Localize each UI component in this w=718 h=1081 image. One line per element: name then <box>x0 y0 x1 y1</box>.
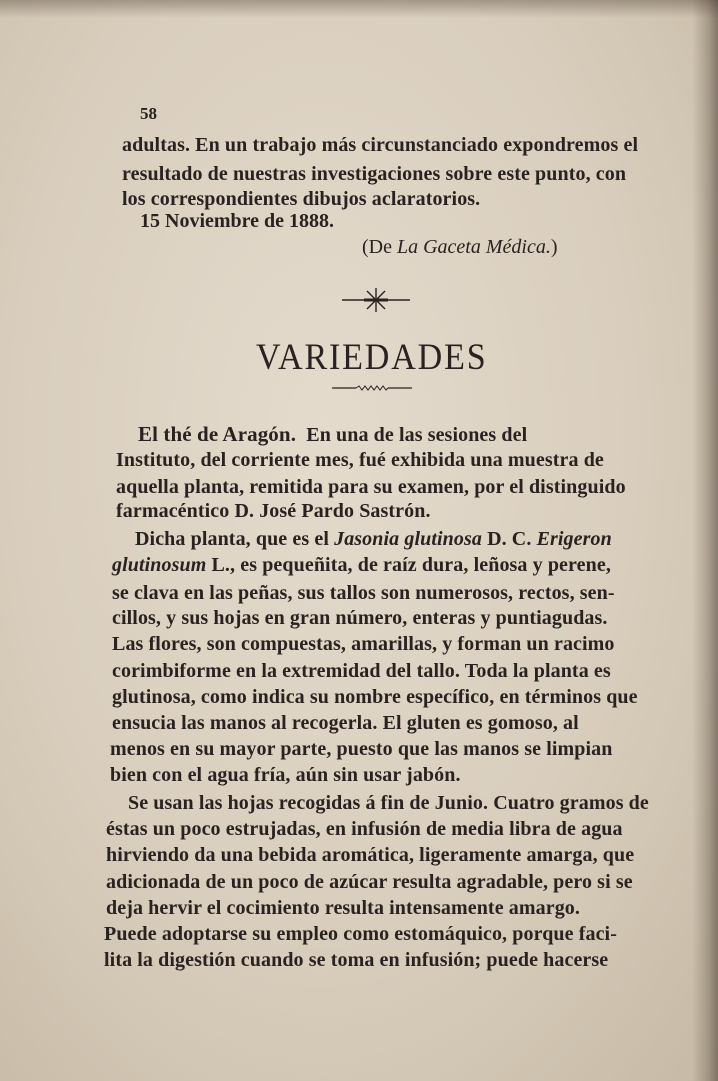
continuation-line: los correspondientes dibujos aclaratorios. <box>122 188 481 210</box>
text-line: farmacéntico D. José Pardo Sastrón. <box>116 500 431 522</box>
text-line: se clava en las peñas, sus tallos son numerosos, rectos, sen- <box>112 582 615 604</box>
text-line: deja hervir el cocimiento resulta intensamente amargo. <box>106 897 581 919</box>
text-line: Se usan las hojas recogidas á fin de Junio. Cuatro gramos de <box>128 792 649 814</box>
continuation-line: adultas. En un trabajo más circunstanciado expondremos el <box>122 134 639 156</box>
text-line: glutinosa, como indica su nombre específico, en términos que <box>112 686 638 708</box>
title-underline-rule <box>332 384 412 392</box>
text-line: cillos, y sus hojas en gran número, enteras y puntiagudas. <box>112 607 608 629</box>
continuation-line: resultado de nuestras investigaciones sobre este punto, con <box>122 163 627 185</box>
date-line: 15 Noviembre de 1888. <box>140 210 335 232</box>
text-line: glutinosum L., es pequeñita, de raíz dura, leñosa y perene, <box>112 554 611 576</box>
source-citation: (De La Gaceta Médica.) <box>362 236 558 258</box>
text-line: menos en su mayor parte, puesto que las manos se limpian <box>110 738 613 760</box>
text-line: Instituto, del corriente mes, fué exhibida una muestra de <box>116 449 604 471</box>
star-ornament-icon <box>342 286 410 314</box>
article-title: El thé de Aragón. <box>138 422 297 446</box>
article-first-line: El thé de Aragón. En una de las sesiones del <box>138 422 528 446</box>
page-edge-shadow <box>692 0 718 1081</box>
text-line: Las flores, son compuestas, amarillas, y forman un racimo <box>112 633 615 655</box>
text-line: bien con el agua fría, aún sin usar jabón. <box>110 764 461 786</box>
section-title: VARIEDADES <box>256 337 488 378</box>
text-line: aquella planta, remitida para su examen, por el distinguido <box>116 476 626 498</box>
text-line: adicionada de un poco de azúcar resulta agradable, pero si se <box>106 871 633 893</box>
text-line: lita la digestión cuando se toma en infusión; puede hacerse <box>104 949 609 971</box>
page-number: 58 <box>140 104 157 123</box>
page-top-shadow <box>0 0 718 18</box>
text-line: éstas un poco estrujadas, en infusión de media libra de agua <box>106 818 623 840</box>
text-line: hirviendo da una bebida aromática, ligeramente amarga, que <box>106 844 635 866</box>
text-line: Puede adoptarse su empleo como estomáquico, porque faci- <box>104 923 617 945</box>
text-line: Dicha planta, que es el Jasonia glutinosa D. C. Erigeron <box>135 528 612 550</box>
text-line: ensucia las manos al recogerla. El gluten es gomoso, al <box>112 712 579 734</box>
text-line: corimbiforme en la extremidad del tallo. Toda la planta es <box>112 660 611 682</box>
